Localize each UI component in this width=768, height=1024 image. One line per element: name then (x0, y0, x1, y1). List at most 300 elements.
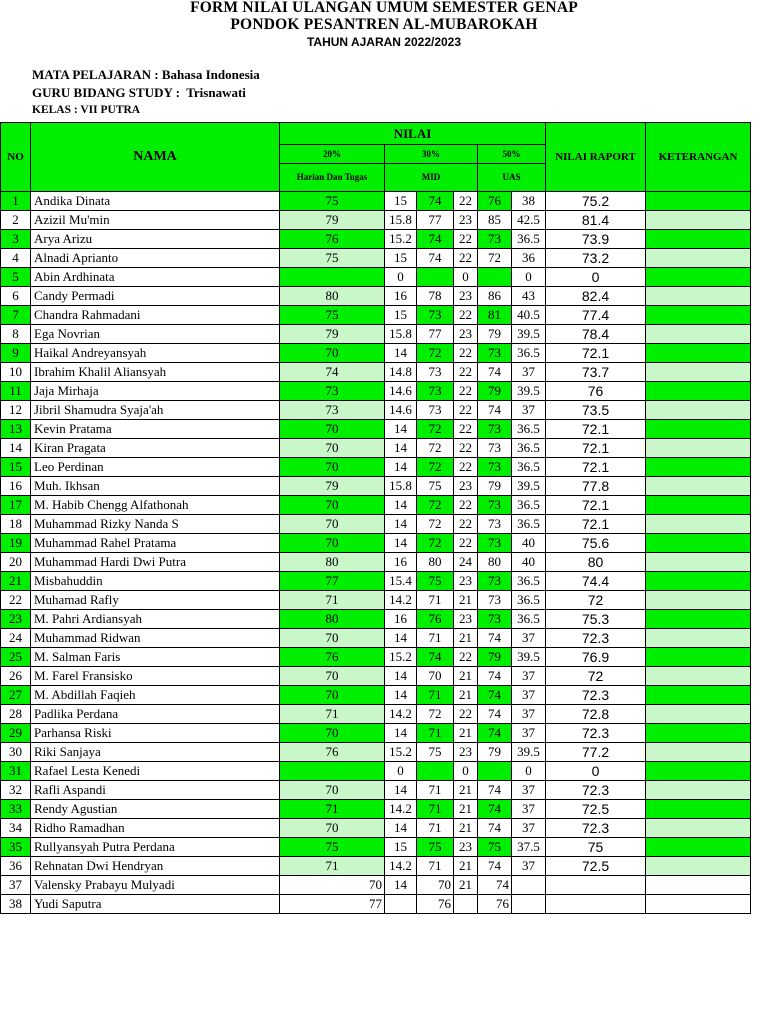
row-no: 38 (1, 895, 31, 914)
row-raport: 74.4 (546, 572, 646, 591)
row-name: Ibrahim Khalil Aliansyah (31, 363, 280, 382)
row-uas: 79 (478, 382, 512, 401)
table-row (1, 553, 751, 572)
row-no: 6 (1, 287, 31, 306)
table-row (1, 838, 751, 857)
row-mid-weighted (454, 895, 478, 914)
row-uas: 73 (478, 420, 512, 439)
row-raport: 72.1 (546, 496, 646, 515)
table-row (1, 876, 751, 895)
row-keterangan (646, 230, 751, 249)
row-raport: 75.6 (546, 534, 646, 553)
row-harian-weighted: 15.2 (385, 648, 417, 667)
row-name: M. Pahri Ardiansyah (31, 610, 280, 629)
row-uas: 73 (478, 534, 512, 553)
row-no: 33 (1, 800, 31, 819)
row-no: 24 (1, 629, 31, 648)
row-raport: 82.4 (546, 287, 646, 306)
row-no: 5 (1, 268, 31, 287)
row-harian-weighted: 15.8 (385, 325, 417, 344)
row-uas-weighted: 36.5 (512, 496, 546, 515)
row-harian-weighted: 14.6 (385, 382, 417, 401)
row-no: 20 (1, 553, 31, 572)
row-keterangan (646, 439, 751, 458)
row-harian: 75 (280, 306, 385, 325)
row-no: 3 (1, 230, 31, 249)
row-harian-weighted: 14 (385, 439, 417, 458)
row-raport: 75 (546, 838, 646, 857)
row-uas: 73 (478, 572, 512, 591)
row-harian: 70 (280, 458, 385, 477)
row-raport: 72 (546, 591, 646, 610)
row-name: Parhansa Riski (31, 724, 280, 743)
row-keterangan (646, 496, 751, 515)
row-mid: 76 (417, 895, 454, 914)
row-keterangan (646, 572, 751, 591)
row-no: 17 (1, 496, 31, 515)
row-no: 8 (1, 325, 31, 344)
row-uas-weighted: 36.5 (512, 230, 546, 249)
row-no: 11 (1, 382, 31, 401)
header-no: NO (1, 123, 31, 192)
row-harian-weighted: 15 (385, 838, 417, 857)
row-mid: 72 (417, 439, 454, 458)
row-uas-weighted: 40 (512, 534, 546, 553)
table-row (1, 705, 751, 724)
row-uas-weighted: 39.5 (512, 477, 546, 496)
row-raport: 72.5 (546, 800, 646, 819)
row-keterangan (646, 553, 751, 572)
row-uas (478, 268, 512, 287)
table-header (1, 123, 751, 192)
row-uas-weighted: 0 (512, 762, 546, 781)
row-name: Abin Ardhinata (31, 268, 280, 287)
table-row (1, 800, 751, 819)
row-harian: 76 (280, 743, 385, 762)
row-harian: 70 (280, 534, 385, 553)
row-uas: 79 (478, 325, 512, 344)
table-row (1, 515, 751, 534)
row-harian (280, 762, 385, 781)
subject-label: MATA PELAJARAN : Bahasa Indonesia (32, 67, 260, 82)
row-uas: 81 (478, 306, 512, 325)
row-uas-weighted: 40.5 (512, 306, 546, 325)
row-harian-weighted: 14 (385, 534, 417, 553)
row-name: Jaja Mirhaja (31, 382, 280, 401)
row-harian-weighted: 15 (385, 249, 417, 268)
row-no: 25 (1, 648, 31, 667)
row-keterangan (646, 629, 751, 648)
row-mid: 73 (417, 306, 454, 325)
row-mid: 71 (417, 591, 454, 610)
row-harian-weighted: 14 (385, 420, 417, 439)
row-keterangan (646, 648, 751, 667)
row-raport: 75.2 (546, 192, 646, 211)
row-raport: 72.3 (546, 819, 646, 838)
school-name: PONDOK PESANTREN AL-MUBAROKAH (230, 16, 538, 33)
table-row (1, 477, 751, 496)
row-keterangan (646, 705, 751, 724)
row-mid: 72 (417, 534, 454, 553)
row-uas: 72 (478, 249, 512, 268)
row-raport: 72.5 (546, 857, 646, 876)
row-mid-weighted: 23 (454, 572, 478, 591)
row-uas-weighted: 37 (512, 686, 546, 705)
row-keterangan (646, 325, 751, 344)
row-harian-weighted: 14 (385, 629, 417, 648)
row-raport: 72.1 (546, 344, 646, 363)
row-harian: 70 (280, 344, 385, 363)
row-raport: 75.3 (546, 610, 646, 629)
row-mid: 80 (417, 553, 454, 572)
table-row (1, 268, 751, 287)
row-name: Rullyansyah Putra Perdana (31, 838, 280, 857)
table-row (1, 534, 751, 553)
row-mid: 72 (417, 496, 454, 515)
row-mid-weighted: 22 (454, 515, 478, 534)
row-name: Alnadi Aprianto (31, 249, 280, 268)
row-mid: 71 (417, 857, 454, 876)
row-uas: 74 (478, 876, 512, 895)
row-uas (478, 762, 512, 781)
table-row (1, 249, 751, 268)
header-pct-harian: 20% (280, 145, 385, 164)
row-uas-weighted: 37 (512, 819, 546, 838)
row-harian: 70 (280, 667, 385, 686)
row-raport: 77.4 (546, 306, 646, 325)
row-no: 4 (1, 249, 31, 268)
row-no: 14 (1, 439, 31, 458)
row-name: Valensky Prabayu Mulyadi (31, 876, 280, 895)
row-name: Rendy Agustian (31, 800, 280, 819)
row-mid-weighted: 22 (454, 496, 478, 515)
row-harian-weighted: 15.8 (385, 211, 417, 230)
row-name: Padlika Perdana (31, 705, 280, 724)
table-row (1, 458, 751, 477)
row-mid: 72 (417, 458, 454, 477)
row-keterangan (646, 686, 751, 705)
row-mid: 74 (417, 249, 454, 268)
header-pct-mid: 30% (385, 145, 478, 164)
row-keterangan (646, 762, 751, 781)
row-harian-weighted (385, 895, 417, 914)
row-mid-weighted: 23 (454, 743, 478, 762)
row-no: 10 (1, 363, 31, 382)
row-raport: 77.2 (546, 743, 646, 762)
table-row (1, 895, 751, 914)
row-name: Rafli Aspandi (31, 781, 280, 800)
table-row (1, 344, 751, 363)
row-keterangan (646, 192, 751, 211)
row-uas-weighted: 39.5 (512, 325, 546, 344)
row-name: Rehnatan Dwi Hendryan (31, 857, 280, 876)
header-harian: Harian Dan Tugas (280, 164, 385, 192)
row-harian-weighted: 14 (385, 667, 417, 686)
row-raport: 72.3 (546, 629, 646, 648)
table-row (1, 572, 751, 591)
row-raport: 72 (546, 667, 646, 686)
row-mid-weighted: 21 (454, 800, 478, 819)
row-raport: 0 (546, 268, 646, 287)
table-row (1, 781, 751, 800)
row-uas-weighted: 36.5 (512, 439, 546, 458)
row-harian-weighted: 14 (385, 819, 417, 838)
row-harian-weighted: 14 (385, 515, 417, 534)
row-harian-weighted: 14 (385, 496, 417, 515)
row-name: Muhammad Hardi Dwi Putra (31, 553, 280, 572)
row-mid-weighted: 22 (454, 401, 478, 420)
row-raport: 73.2 (546, 249, 646, 268)
row-name: Kevin Pratama (31, 420, 280, 439)
row-uas: 79 (478, 477, 512, 496)
grades-table (0, 122, 751, 914)
row-no: 34 (1, 819, 31, 838)
row-no: 16 (1, 477, 31, 496)
row-no: 36 (1, 857, 31, 876)
header-pct-uas: 50% (478, 145, 546, 164)
row-no: 18 (1, 515, 31, 534)
row-uas-weighted: 36.5 (512, 344, 546, 363)
table-body (1, 192, 751, 914)
row-harian: 76 (280, 648, 385, 667)
row-mid: 72 (417, 705, 454, 724)
row-mid-weighted: 0 (454, 762, 478, 781)
row-name: Haikal Andreyansyah (31, 344, 280, 363)
row-harian: 71 (280, 591, 385, 610)
row-mid: 74 (417, 192, 454, 211)
row-harian: 79 (280, 211, 385, 230)
teacher-label: GURU BIDANG STUDY : Trisnawati (32, 85, 246, 100)
row-uas: 73 (478, 591, 512, 610)
row-harian: 80 (280, 553, 385, 572)
row-harian: 73 (280, 401, 385, 420)
row-uas-weighted: 39.5 (512, 382, 546, 401)
row-harian-weighted: 14 (385, 686, 417, 705)
row-no: 37 (1, 876, 31, 895)
row-name: Rafael Lesta Kenedi (31, 762, 280, 781)
row-harian-weighted: 14 (385, 344, 417, 363)
row-no: 13 (1, 420, 31, 439)
row-keterangan (646, 743, 751, 762)
table-row (1, 724, 751, 743)
row-raport: 72.8 (546, 705, 646, 724)
table-row (1, 306, 751, 325)
row-keterangan (646, 610, 751, 629)
table-row (1, 325, 751, 344)
row-mid: 75 (417, 572, 454, 591)
row-name: Leo Perdinan (31, 458, 280, 477)
row-mid-weighted: 22 (454, 192, 478, 211)
row-no: 12 (1, 401, 31, 420)
row-harian: 75 (280, 192, 385, 211)
row-mid: 72 (417, 515, 454, 534)
row-keterangan (646, 420, 751, 439)
row-uas: 74 (478, 401, 512, 420)
row-raport: 80 (546, 553, 646, 572)
row-uas-weighted: 43 (512, 287, 546, 306)
row-uas: 79 (478, 743, 512, 762)
row-mid: 75 (417, 743, 454, 762)
table-row (1, 287, 751, 306)
row-harian-weighted: 0 (385, 268, 417, 287)
row-mid-weighted: 22 (454, 344, 478, 363)
row-mid-weighted: 22 (454, 306, 478, 325)
row-mid-weighted: 22 (454, 458, 478, 477)
row-uas: 73 (478, 439, 512, 458)
table-row (1, 192, 751, 211)
row-harian: 71 (280, 857, 385, 876)
row-harian: 70 (280, 819, 385, 838)
row-uas: 73 (478, 458, 512, 477)
row-mid-weighted: 22 (454, 230, 478, 249)
row-uas: 74 (478, 705, 512, 724)
row-keterangan (646, 591, 751, 610)
row-harian-weighted: 15 (385, 306, 417, 325)
row-mid-weighted: 22 (454, 705, 478, 724)
row-no: 28 (1, 705, 31, 724)
row-no: 19 (1, 534, 31, 553)
row-mid-weighted: 23 (454, 838, 478, 857)
row-mid-weighted: 21 (454, 724, 478, 743)
row-raport: 0 (546, 762, 646, 781)
table-row (1, 667, 751, 686)
row-name: Riki Sanjaya (31, 743, 280, 762)
row-harian-weighted: 14.2 (385, 705, 417, 724)
row-uas-weighted: 37 (512, 629, 546, 648)
row-no: 2 (1, 211, 31, 230)
row-keterangan (646, 306, 751, 325)
row-uas: 74 (478, 667, 512, 686)
row-no: 32 (1, 781, 31, 800)
row-keterangan (646, 477, 751, 496)
row-mid-weighted: 23 (454, 610, 478, 629)
row-harian: 70 (280, 724, 385, 743)
row-raport: 72.3 (546, 686, 646, 705)
row-mid: 75 (417, 477, 454, 496)
row-name: Jibril Shamudra Syaja'ah (31, 401, 280, 420)
row-harian: 73 (280, 382, 385, 401)
row-uas-weighted: 37 (512, 724, 546, 743)
row-name: Azizil Mu'min (31, 211, 280, 230)
table-row (1, 363, 751, 382)
row-mid: 71 (417, 800, 454, 819)
row-no: 27 (1, 686, 31, 705)
row-harian: 70 (280, 686, 385, 705)
row-mid: 74 (417, 648, 454, 667)
row-no: 15 (1, 458, 31, 477)
row-name: M. Habib Chengg Alfathonah (31, 496, 280, 515)
row-harian-weighted: 14.2 (385, 591, 417, 610)
row-harian-weighted: 15.2 (385, 230, 417, 249)
row-uas: 76 (478, 192, 512, 211)
row-uas: 74 (478, 724, 512, 743)
row-name: Muh. Ikhsan (31, 477, 280, 496)
row-raport: 77.8 (546, 477, 646, 496)
row-name: Muhammad Ridwan (31, 629, 280, 648)
table-row (1, 610, 751, 629)
row-harian-weighted: 15.2 (385, 743, 417, 762)
row-harian: 71 (280, 800, 385, 819)
row-no: 35 (1, 838, 31, 857)
row-mid: 73 (417, 401, 454, 420)
row-keterangan (646, 458, 751, 477)
row-mid-weighted: 22 (454, 648, 478, 667)
class-label: KELAS : VII PUTRA (32, 104, 141, 116)
row-mid: 71 (417, 629, 454, 648)
row-uas-weighted: 38 (512, 192, 546, 211)
row-keterangan (646, 401, 751, 420)
row-uas-weighted: 37 (512, 401, 546, 420)
row-uas: 79 (478, 648, 512, 667)
row-harian: 70 (280, 439, 385, 458)
row-mid-weighted: 22 (454, 439, 478, 458)
row-mid-weighted: 22 (454, 534, 478, 553)
row-uas: 74 (478, 686, 512, 705)
row-harian-weighted: 14.6 (385, 401, 417, 420)
row-raport: 72.1 (546, 515, 646, 534)
table-row (1, 439, 751, 458)
row-raport: 76.9 (546, 648, 646, 667)
row-name: Muhamad Rafly (31, 591, 280, 610)
row-harian: 70 (280, 876, 385, 895)
row-mid (417, 268, 454, 287)
row-uas-weighted: 39.5 (512, 648, 546, 667)
row-raport: 72.1 (546, 439, 646, 458)
row-uas: 73 (478, 496, 512, 515)
row-mid: 72 (417, 344, 454, 363)
row-raport: 73.7 (546, 363, 646, 382)
row-no: 29 (1, 724, 31, 743)
row-uas-weighted: 42.5 (512, 211, 546, 230)
table-row (1, 591, 751, 610)
row-raport (546, 895, 646, 914)
row-no: 30 (1, 743, 31, 762)
row-mid-weighted: 21 (454, 667, 478, 686)
row-raport: 78.4 (546, 325, 646, 344)
row-raport: 72.1 (546, 458, 646, 477)
row-no: 22 (1, 591, 31, 610)
row-no: 1 (1, 192, 31, 211)
row-uas-weighted: 37 (512, 363, 546, 382)
row-mid-weighted: 23 (454, 325, 478, 344)
row-no: 7 (1, 306, 31, 325)
row-keterangan (646, 819, 751, 838)
row-mid: 73 (417, 382, 454, 401)
row-mid: 75 (417, 838, 454, 857)
row-name: Yudi Saputra (31, 895, 280, 914)
row-mid-weighted: 23 (454, 477, 478, 496)
row-mid-weighted: 23 (454, 287, 478, 306)
row-harian (280, 268, 385, 287)
row-uas-weighted: 36.5 (512, 458, 546, 477)
row-harian: 76 (280, 230, 385, 249)
row-harian-weighted: 14 (385, 724, 417, 743)
row-mid-weighted: 21 (454, 591, 478, 610)
row-uas: 74 (478, 800, 512, 819)
row-harian: 75 (280, 838, 385, 857)
row-mid: 76 (417, 610, 454, 629)
row-harian: 70 (280, 629, 385, 648)
row-harian-weighted: 15.4 (385, 572, 417, 591)
row-mid: 72 (417, 420, 454, 439)
row-mid: 70 (417, 876, 454, 895)
row-mid-weighted: 21 (454, 857, 478, 876)
row-keterangan (646, 667, 751, 686)
row-mid-weighted: 23 (454, 211, 478, 230)
row-uas-weighted: 37 (512, 667, 546, 686)
row-mid-weighted: 21 (454, 686, 478, 705)
row-keterangan (646, 363, 751, 382)
